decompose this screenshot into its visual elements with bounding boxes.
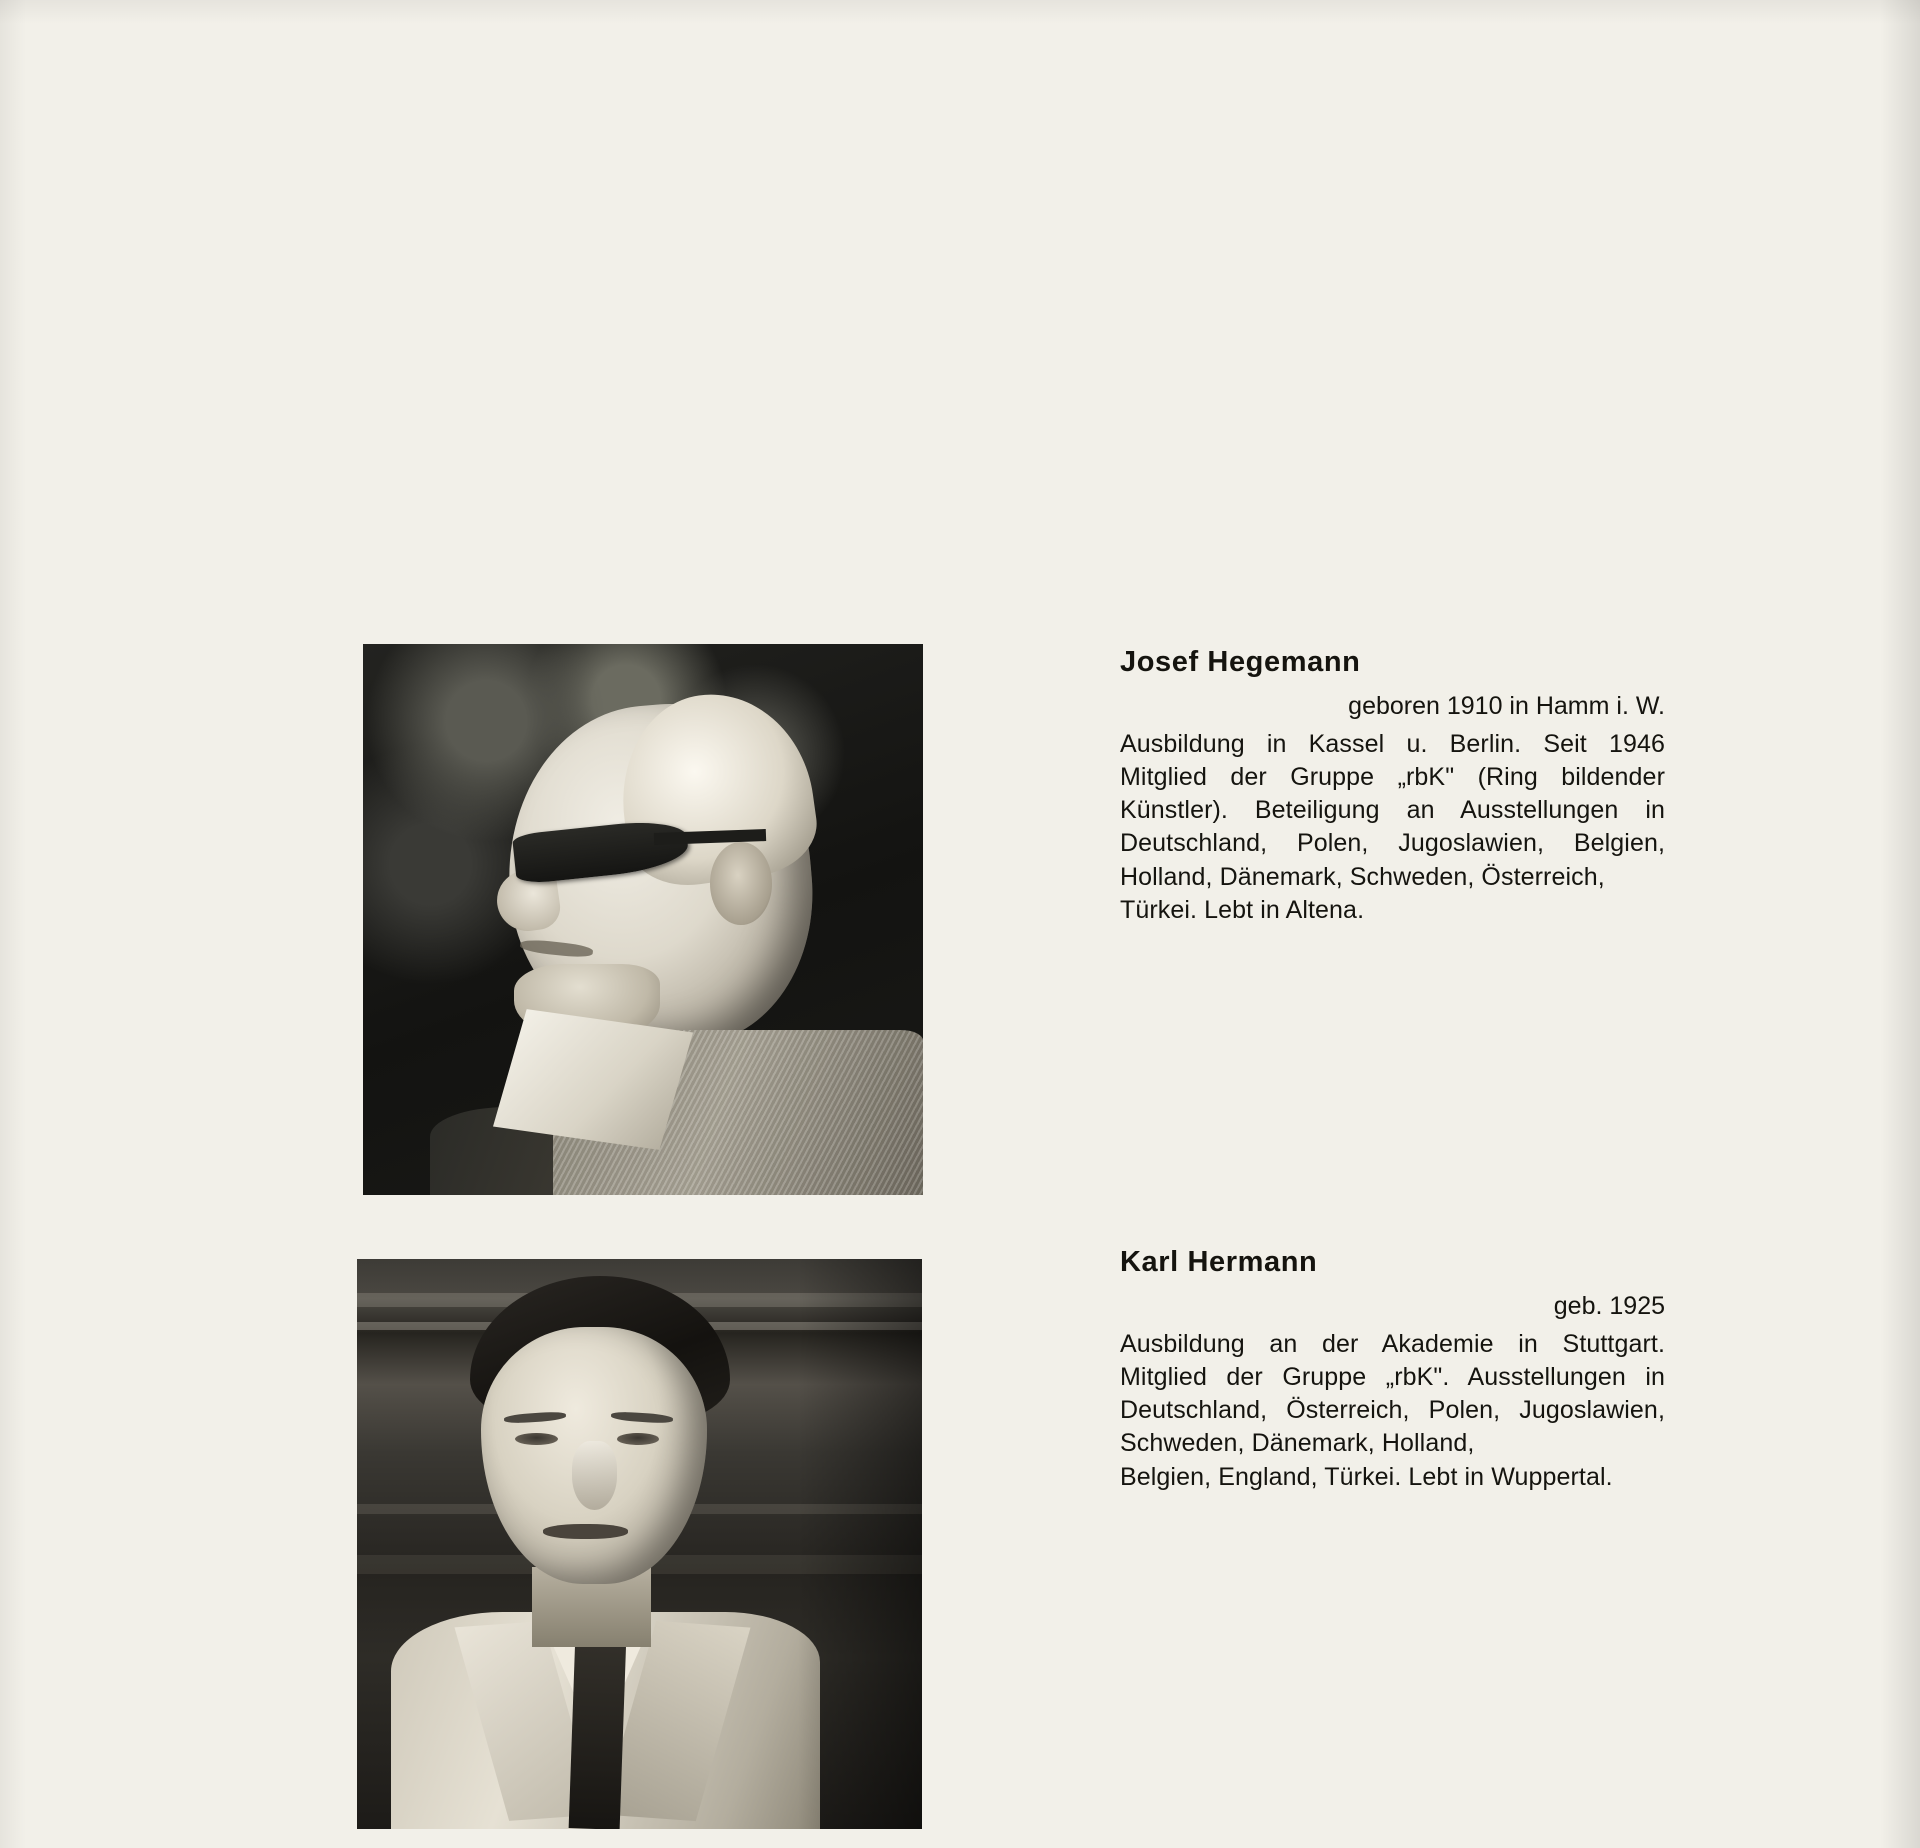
- photo-eye-left: [515, 1433, 557, 1445]
- page-edge-shadow-top: [0, 0, 1920, 24]
- biography-entry-josef-hegemann: [1120, 645, 1665, 927]
- photo-ear: [710, 842, 772, 925]
- photo-eye-right: [617, 1433, 659, 1445]
- photo-tie: [568, 1634, 626, 1829]
- artist-birth-line: geboren 1910 in Hamm i. W.: [1348, 691, 1665, 720]
- portrait-photo-josef-hegemann: [363, 644, 923, 1195]
- artist-birth-line: geb. 1925: [1553, 1291, 1665, 1320]
- artist-name: Josef Hegemann: [1120, 646, 1361, 678]
- artist-biography-text: Ausbildung in Kassel u. Berlin. Seit 1946 Mitglied der Gruppe „rbK" (Ring bildender Künstler). Beteiligung an Ausstellungen in Deutschland, Polen, Jugoslawien, Belgien, Holland, Dänemark, Schweden, Österreich,: [1120, 729, 1665, 891]
- photo-nose: [572, 1441, 617, 1509]
- page-edge-shadow-right: [1880, 0, 1920, 1848]
- artist-name: Karl Hermann: [1120, 1246, 1318, 1278]
- photo-mouth: [543, 1524, 628, 1539]
- photo-collar: [493, 1009, 693, 1150]
- artist-biography-text-last-line: Türkei. Lebt in Altena.: [1120, 895, 1365, 924]
- artist-biography-text: Ausbildung an der Akademie in Stuttgart. Mitglied der Gruppe „rbK". Ausstellungen in Deutschland, Österreich, Polen, Jugoslawien, Schweden, Dänemark, Holland,: [1120, 1329, 1665, 1458]
- photo-shadow-right: [798, 1259, 922, 1829]
- page-edge-shadow-left: [0, 0, 26, 1848]
- portrait-photo-karl-hermann: [357, 1259, 922, 1829]
- artist-biography-text-last-line: Belgien, England, Türkei. Lebt in Wuppertal.: [1120, 1462, 1613, 1491]
- biography-entry-karl-hermann: [1120, 1245, 1665, 1494]
